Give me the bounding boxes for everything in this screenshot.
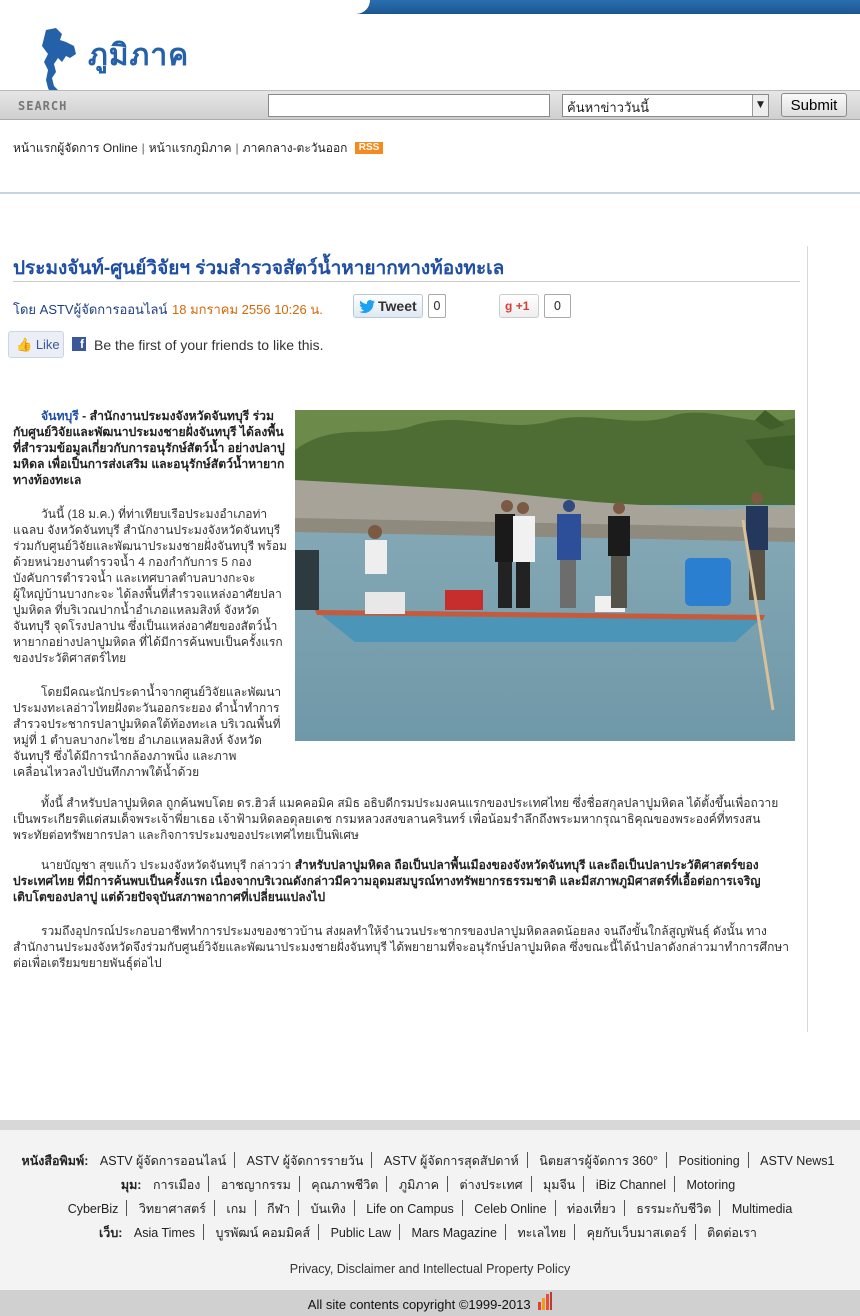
tweet-count: 0 bbox=[428, 294, 446, 318]
footer-print-label: หนังสือพิมพ์: bbox=[21, 1154, 89, 1168]
paragraph-4-bold: สำหรับปลาปูมหิดล ถือเป็นปลาพื้นเมืองของจังหวัดจันทบุรี และถือเป็นปลาประวัติศาสตร์ของประเทศไทย ที่มีการค้นพบเป็นครั้งแรก เนื่องจากบริเวณดังกล่าวมีความอุดมสมบูรณ์ทางทรัพยากรธรรมชาติ และมีสภาพภูมิศาสตร์ที่เอื้อต่อการเจริญเติบโตของปลาปู แต่ด้วยปัจจุบันสภาพอากาศที่เปลี่ยนแปลงไป bbox=[13, 858, 761, 904]
article-title: ประมงจันท์-ศูนย์วิจัยฯ ร่วมสำรวจสัตว์น้ำหายากทางท้องทะเล bbox=[13, 258, 505, 279]
footer-link[interactable]: ทะเลไทย bbox=[517, 1226, 567, 1240]
footer-separator bbox=[255, 1200, 256, 1216]
footer-separator bbox=[214, 1200, 215, 1216]
article-paragraph-4 bbox=[13, 857, 793, 905]
footer-link[interactable]: Celeb Online bbox=[474, 1202, 547, 1216]
footer-row-sections-2 bbox=[0, 1197, 860, 1221]
lead-location: จันทบุรี bbox=[41, 409, 79, 423]
footer-separator bbox=[462, 1200, 463, 1216]
footer-web-label: เว็บ: bbox=[99, 1226, 123, 1240]
footer-separator bbox=[666, 1152, 667, 1168]
chevron-down-icon[interactable]: ▼ bbox=[752, 95, 768, 116]
footer-row-sections-1 bbox=[0, 1173, 860, 1197]
footer-separator bbox=[527, 1152, 528, 1168]
lead-text: - สำนักงานประมงจังหวัดจันทบุรี ร่วมกับศูนย์วิจัยและพัฒนาประมงชายฝั่งจันทบุรี ได้ลงพื้นที่สำรวมข้อมูลเกี่ยวกับการอนุรักษ์สัตว์น้ำ อย่างปลาปูมหิดล เพื่อเป็นการส่งเสริม และอนุรักษ์สัตว์น้ำหายากทางท้องทะเล bbox=[13, 409, 285, 487]
footer-link[interactable]: CyberBiz bbox=[67, 1202, 119, 1216]
search-input[interactable] bbox=[268, 94, 550, 117]
footer-separator bbox=[748, 1152, 749, 1168]
footer-separator bbox=[555, 1200, 556, 1216]
article-paragraph-5: รวมถึงอุปกรณ์ประกอบอาชีพทำการประมงของชาวบ้าน ส่งผลทำให้จำนวนประชากรของปลาปูมหิดลลดน้อยลง จนถึงขั้นใกล้สูญพันธุ์ ดังนั้น ทางสำนักงานประมงจังหวัดจึงร่วมกับศูนย์วิจัยและพัฒนาประมงชายฝั่งจันทบุรี ได้พยายามที่จะอนุรักษ์ปลาปูมหิดล ซึ่งขณะนี้ได้นำปลาดังกล่าวมาทำการศึกษาต่อเพื่อเตรียมขยายพันธุ์ต่อไป bbox=[13, 924, 790, 970]
breadcrumb-separator: | bbox=[235, 141, 239, 155]
footer-link[interactable]: ต่างประเทศ bbox=[459, 1178, 523, 1192]
article-paragraph-3: ทั้งนี้ สำหรับปลาปูมหิดล ถูกค้นพบโดย ดร.ฮิวส์ แมคคอมิค สมิธ อธิบดีกรมประมงคนแรกของประเทศไทย ซึ่งชื่อสกุลปลาปูมหิดล ได้ตั้งขึ้นเพื่อถวายเป็นพระเกียรติแด่สมเด็จพระเจ้าพี่ยาเธอ เจ้าฟ้ามหิดลอดุลยเดช กรมหลวงสงขลานครินทร์ เพื่อน้อมรำลึกถึงพระมหากรุณาธิคุณของพระองค์ที่ทรงสนพระทัยต่อทรัพยากรปลา และกิจการประมงของประเทศไทยเป็นพิเศษ bbox=[13, 796, 779, 842]
google-plus-icon: g bbox=[505, 299, 513, 313]
footer-link[interactable]: บันเทิง bbox=[310, 1202, 346, 1216]
search-scope-select[interactable] bbox=[562, 94, 769, 117]
footer-link[interactable]: Life on Campus bbox=[366, 1202, 454, 1216]
footer-link[interactable]: ASTV ผู้จัดการสุดสัปดาห์ bbox=[383, 1154, 519, 1168]
footer-link[interactable]: กีฬา bbox=[267, 1202, 291, 1216]
breadcrumb-separator: | bbox=[141, 141, 145, 155]
stats-counter-icon[interactable] bbox=[538, 1292, 552, 1310]
breadcrumb bbox=[13, 139, 383, 158]
twitter-bird-icon bbox=[359, 300, 375, 313]
footer-separator bbox=[583, 1176, 584, 1192]
copyright-bar bbox=[0, 1290, 860, 1316]
footer-link[interactable]: คุยกับเว็บมาสเตอร์ bbox=[586, 1226, 687, 1240]
footer-link[interactable]: ภูมิภาค bbox=[398, 1178, 439, 1192]
tweet-label: Tweet bbox=[378, 298, 417, 314]
footer-separator bbox=[505, 1224, 506, 1240]
facebook-like-button[interactable] bbox=[8, 331, 64, 358]
search-label: SEARCH bbox=[18, 99, 68, 113]
footer-separator bbox=[386, 1176, 387, 1192]
footer-separator bbox=[574, 1224, 575, 1240]
footer-separator bbox=[719, 1200, 720, 1216]
footer-link[interactable]: เกม bbox=[226, 1202, 247, 1216]
footer-separator bbox=[674, 1176, 675, 1192]
footer-link[interactable]: อาชญากรรม bbox=[220, 1178, 291, 1192]
footer-separator bbox=[531, 1176, 532, 1192]
copyright-text: All site contents copyright ©1999-2013 bbox=[307, 1297, 531, 1312]
breadcrumb-item-regional[interactable]: หน้าแรกภูมิภาค bbox=[148, 141, 232, 155]
footer-link[interactable]: คุณภาพชีวิต bbox=[311, 1178, 379, 1192]
footer-separator bbox=[624, 1200, 625, 1216]
article-date: 18 มกราคม 2556 10:26 น. bbox=[172, 302, 323, 317]
article-lead bbox=[13, 408, 288, 488]
title-divider bbox=[13, 281, 800, 282]
footer-separator bbox=[399, 1224, 400, 1240]
footer-link[interactable]: Motoring bbox=[686, 1178, 736, 1192]
article-byline: โดย ASTVผู้จัดการออนไลน์ bbox=[13, 302, 168, 317]
like-label: Like bbox=[35, 337, 60, 352]
search-bar bbox=[0, 90, 860, 120]
footer-separator bbox=[447, 1176, 448, 1192]
submit-button[interactable]: Submit bbox=[781, 93, 847, 117]
google-plus-label: +1 bbox=[515, 299, 530, 313]
footer-link[interactable]: มุมจีน bbox=[543, 1178, 576, 1192]
footer-link[interactable]: Positioning bbox=[678, 1154, 740, 1168]
footer-row-print bbox=[0, 1149, 860, 1173]
header-divider bbox=[0, 192, 860, 194]
footer-separator bbox=[299, 1176, 300, 1192]
footer-link[interactable]: การเมือง bbox=[152, 1178, 201, 1192]
footer-link[interactable]: บูรพัฒน์ คอมมิคส์ bbox=[215, 1226, 311, 1240]
breadcrumb-item-central-east[interactable]: ภาคกลาง-ตะวันออก bbox=[242, 141, 348, 155]
content-right-border bbox=[807, 246, 808, 1032]
article-photo bbox=[295, 410, 795, 741]
footer-link[interactable]: Public Law bbox=[330, 1226, 392, 1240]
footer-link[interactable]: ASTV ผู้จัดการรายวัน bbox=[246, 1154, 364, 1168]
footer-separator bbox=[298, 1200, 299, 1216]
top-banner-cutout bbox=[0, 0, 370, 14]
footer-separator bbox=[208, 1176, 209, 1192]
footer-link[interactable]: วิทยาศาสตร์ bbox=[138, 1202, 206, 1216]
privacy-link[interactable]: Privacy, Disclaimer and Intellectual Property Policy bbox=[289, 1262, 571, 1276]
breadcrumb-item-manager-online[interactable]: หน้าแรกผู้จัดการ Online bbox=[13, 141, 138, 155]
footer-separator bbox=[318, 1224, 319, 1240]
paragraph-4-normal: นายบัญชา สุขแก้ว ประมงจังหวัดจันทบุรี กล่าวว่า bbox=[41, 858, 295, 872]
like-social-text: Be the first of your friends to like this. bbox=[94, 337, 324, 353]
article-paragraph-2: โดยมีคณะนักประดาน้ำจากศูนย์วิจัยและพัฒนาประมงทะเลอ่าวไทยฝั่งตะวันออกระยอง ดำน้ำทำการสำรวจประชากรปลาปูมหิดลใต้ท้องทะเล บริเวณพื้นที่หมู่ที่ 1 ตำบลบางกะไชย อำเภอแหลมสิงห์ จังหวัดจันทบุรี ซึ่งได้มีการนำกล้องภาพนิ่ง และภาพเคลื่อนไหวลงไปบันทึกภาพใต้น้ำด้วย bbox=[13, 685, 282, 779]
footer-link[interactable]: iBiz Channel bbox=[595, 1178, 667, 1192]
footer-separator bbox=[126, 1200, 127, 1216]
google-plus-button[interactable] bbox=[499, 294, 539, 318]
footer-separator bbox=[354, 1200, 355, 1216]
footer-section-label: มุม: bbox=[120, 1178, 142, 1192]
footer-nav bbox=[0, 1149, 860, 1245]
article-paragraph-1: วันนี้ (18 ม.ค.) ที่ท่าเทียบเรือประมงอำเภอท่าแฉลบ จังหวัดจันทบุรี สำนักงานประมงจังหวัดจันทบุรี ร่วมกับศูนย์วิจัยและพัฒนาประมงชายฝั่งจันทบุรี พร้อมด้วยหน่วยงานตำรวจน้ำ 4 กองกำกับการ 5 กองบังคับการตำรวจน้ำ และเทศบาลตำบลบางกะจะ ผู้ใหญ่บ้านบางกะจะ ได้ลงพื้นที่สำรวจแหล่งอาศัยปลาปูมหิดล ที่บริเวณปากน้ำอำเภอแหลมสิงห์ จังหวัดจันทบุรี จุดโรงปลาปน ซึ่งเป็นแหล่งอาศัยของสัตว์น้ำหายากอย่างปลาปูมหิดล ที่ได้มีการค้นพบเป็นครั้งแรกของประวัติศาสตร์ไทย bbox=[13, 507, 287, 665]
footer-separator bbox=[695, 1224, 696, 1240]
footer-link[interactable]: ติดต่อเรา bbox=[707, 1226, 757, 1240]
footer-link[interactable]: Asia Times bbox=[133, 1226, 196, 1240]
google-plus-count: 0 bbox=[544, 294, 571, 318]
tweet-button[interactable] bbox=[353, 294, 423, 318]
footer-link[interactable]: Multimedia bbox=[731, 1202, 793, 1216]
logo-area bbox=[0, 14, 860, 90]
footer-link[interactable]: ASTV News1 bbox=[760, 1154, 835, 1168]
footer-separator bbox=[203, 1224, 204, 1240]
thumbs-up-icon: 👍 bbox=[16, 337, 33, 352]
footer-link[interactable]: ธรรมะกับชีวิต bbox=[636, 1202, 712, 1216]
footer-link[interactable]: Mars Magazine bbox=[411, 1226, 497, 1240]
footer-link[interactable]: ASTV ผู้จัดการออนไลน์ bbox=[99, 1154, 227, 1168]
top-banner-bar bbox=[0, 0, 860, 14]
footer-separator bbox=[234, 1152, 235, 1168]
footer-link[interactable]: ท่องเที่ยว bbox=[567, 1202, 616, 1216]
footer-row-web bbox=[0, 1221, 860, 1245]
rss-badge[interactable]: RSS bbox=[355, 142, 384, 154]
footer-link[interactable]: นิตยสารผู้จัดการ 360° bbox=[539, 1154, 659, 1168]
facebook-icon: f bbox=[72, 337, 86, 351]
search-scope-value: ค้นหาข่าววันนี้ bbox=[567, 101, 650, 116]
footer-separator bbox=[371, 1152, 372, 1168]
site-logo-text[interactable]: ภูมิภาค bbox=[88, 38, 190, 73]
